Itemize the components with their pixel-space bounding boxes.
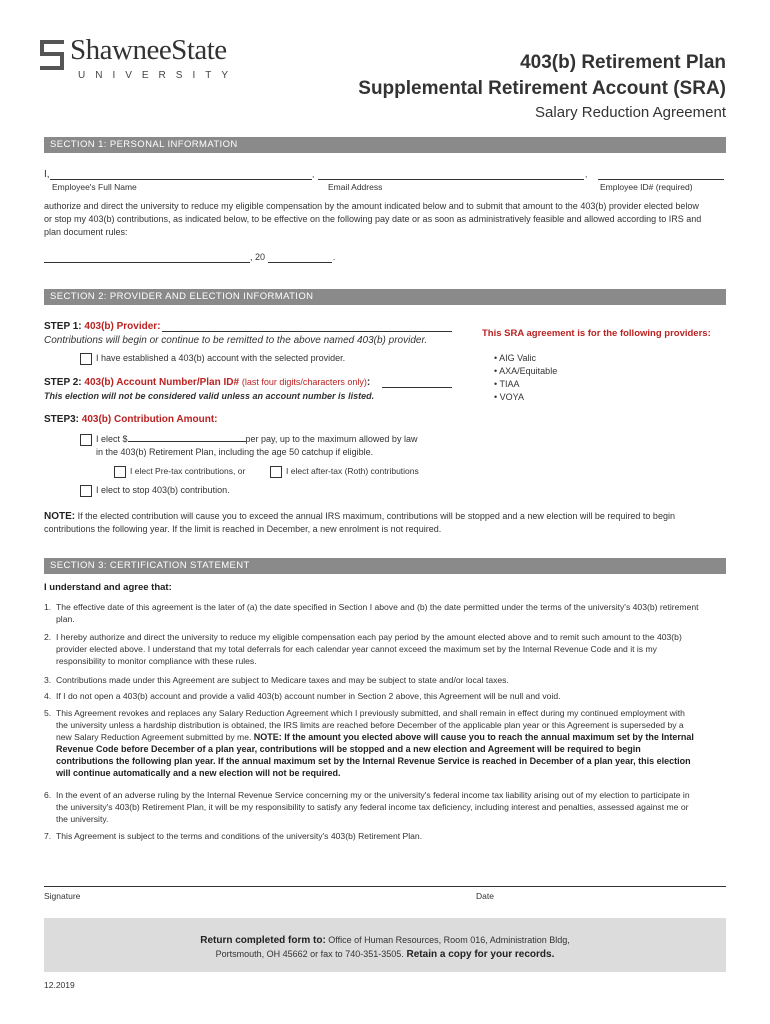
providers-panel xyxy=(476,318,726,410)
step2-label: STEP 2: 403(b) Account Number/Plan ID# (last four digits/characters only): xyxy=(44,377,371,388)
certification-heading: I understand and agree that: xyxy=(44,582,172,593)
employee-id-field[interactable] xyxy=(598,179,724,180)
pretax-row: I elect Pre-tax contributions, or xyxy=(114,465,245,478)
comma-2: , xyxy=(585,169,588,179)
comma-1: , xyxy=(312,169,315,179)
section3-header: SECTION 3: CERTIFICATION STATEMENT xyxy=(44,558,726,574)
pretax-checkbox[interactable] xyxy=(114,466,126,478)
amount-per-pay-field[interactable] xyxy=(128,432,246,442)
return-line-1: Return completed form to: Office of Human Resources, Room 016, Administration Bldg, xyxy=(200,935,570,946)
step1-checkbox-row: I have established a 403(b) account with the selected provider. xyxy=(80,352,345,365)
form-version: 12.2019 xyxy=(44,980,75,990)
date-label: Date xyxy=(476,891,494,901)
signature-label: Signature xyxy=(44,891,81,901)
pay-year-field[interactable] xyxy=(268,262,332,263)
email-field[interactable] xyxy=(318,179,584,180)
elect-amount-row: I elect $ per pay, up to the maximum allowed by law xyxy=(80,432,417,446)
aftertax-row: I elect after-tax (Roth) contributions xyxy=(270,465,419,478)
university-logo-icon xyxy=(38,38,66,72)
list-item: 4. If I do not open a 403(b) account and provide a valid 403(b) account number in Section 2 above, this Agreement will be null and void. xyxy=(44,691,561,701)
established-account-checkbox[interactable] xyxy=(80,353,92,365)
form-title: 403(b) Retirement Plan xyxy=(520,52,726,73)
date-end: . xyxy=(333,252,336,262)
university-subtitle: UNIVERSITY xyxy=(78,70,239,81)
signature-line[interactable] xyxy=(44,886,726,887)
employee-id-label: Employee ID# (required) xyxy=(600,182,693,192)
elect-amount-note: in the 403(b) Retirement Plan, including the age 50 catchup if eligible. xyxy=(96,447,374,457)
stop-contribution-checkbox[interactable] xyxy=(80,485,92,497)
section1-header: SECTION 1: PERSONAL INFORMATION xyxy=(44,137,726,153)
list-item: 6. In the event of an adverse ruling by the Internal Revenue Service concerning my or the university's federal income tax liability arising out of my election to participate in the university's 403(b) Retirement Plan, it will be my responsibility to satisfy any federal income tax deficiency, including interest and penalties, assessed against me or the university. xyxy=(44,790,690,824)
list-item: 5. This Agreement revokes and replaces any Salary Reduction Agreement which I previously submitted, and shall remain in effect during my continued employment with the university unless a hardship distribution is obtained, the IRS limits are reached before December of the applicable plan year or this Agreement is superseded by a new Salary Reduction Agreement submitted by me. NOTE: If the amount you elected above will cause you to reach the annual maximum set by the Internal Revenue Code before December of a plan year, contributions will be stopped and a new election and Agreement will be required to begin contributions the following plan year. If the annual maximum set by the Internal Revenue Service is reached in December of a plan year, this election will continue automatically and a new election will not be required. xyxy=(44,708,694,778)
list-item: 2. I hereby authorize and direct the university to reduce my eligible compensation each pay period by the amount elected above and to remit such amount to the 403(b) provider elected above. I understand that my total deferrals for each calendar year cannot exceed the maximum set by the Internal Revenue Code and it is my responsibility to monitor compliance with these rules. xyxy=(44,632,682,666)
contribution-note: NOTE: If the elected contribution will cause you to exceed the annual IRS maximum, contributions will be stopped and a new election will be required to begin contributions the following year. If the limit is reached in December, a new enrolment is not required. xyxy=(44,511,675,534)
section2-header: SECTION 2: PROVIDER AND ELECTION INFORMATION xyxy=(44,289,726,305)
stop-row: I elect to stop 403(b) contribution. xyxy=(80,484,230,497)
employee-name-field[interactable] xyxy=(50,179,312,180)
providers-list xyxy=(494,352,557,404)
employee-name-label: Employee's Full Name xyxy=(52,182,137,192)
university-name: ShawneeState xyxy=(70,34,227,66)
date-year-prefix: , 20 xyxy=(250,252,266,262)
name-prefix: I, xyxy=(44,169,50,180)
authorization-paragraph: authorize and direct the university to reduce my eligible compensation by the amount indicated below and to submit that amount to the 403(b) provider elected below or stop my 403(b) contributions, as indicated below, to be effective on the following pay date or as soon as administratively feasible and allowed according to IRS and plan document rules: xyxy=(44,201,702,237)
provider-item: • VOYA xyxy=(494,392,524,402)
elect-amount-checkbox[interactable] xyxy=(80,434,92,446)
email-label: Email Address xyxy=(328,182,383,192)
step1-note: Contributions will begin or continue to be remitted to the above named 403(b) provider. xyxy=(44,335,428,346)
provider-item: • AIG Valic xyxy=(494,353,536,363)
pay-date-field[interactable] xyxy=(44,262,250,263)
aftertax-checkbox[interactable] xyxy=(270,466,282,478)
step2-note: This election will not be considered valid unless an account number is listed. xyxy=(44,391,375,401)
step3-label: STEP3: 403(b) Contribution Amount: xyxy=(44,414,218,425)
form-subtitle: Supplemental Retirement Account (SRA) xyxy=(358,78,726,99)
provider-field[interactable] xyxy=(162,331,452,332)
list-item: 1. The effective date of this agreement is the later of (a) the date specified in Section I above and (b) the date permitted under the terms of the university's 403(b) retirement plan. xyxy=(44,602,699,624)
provider-item: • TIAA xyxy=(494,379,520,389)
account-number-field[interactable] xyxy=(382,387,452,388)
form-agreement-title: Salary Reduction Agreement xyxy=(535,104,726,121)
step1-label: STEP 1: 403(b) Provider: xyxy=(44,321,161,332)
list-item: 7. This Agreement is subject to the terms and conditions of the university's 403(b) Retirement Plan. xyxy=(44,831,423,841)
return-line-2: Portsmouth, OH 45662 or fax to 740-351-3505. Retain a copy for your records. xyxy=(215,949,555,960)
list-item: 3. Contributions made under this Agreement are subject to Medicare taxes and may be subject to state and/or local taxes. xyxy=(44,675,509,685)
providers-heading: This SRA agreement is for the following providers: xyxy=(482,328,711,339)
provider-item: • AXA/Equitable xyxy=(494,366,558,376)
